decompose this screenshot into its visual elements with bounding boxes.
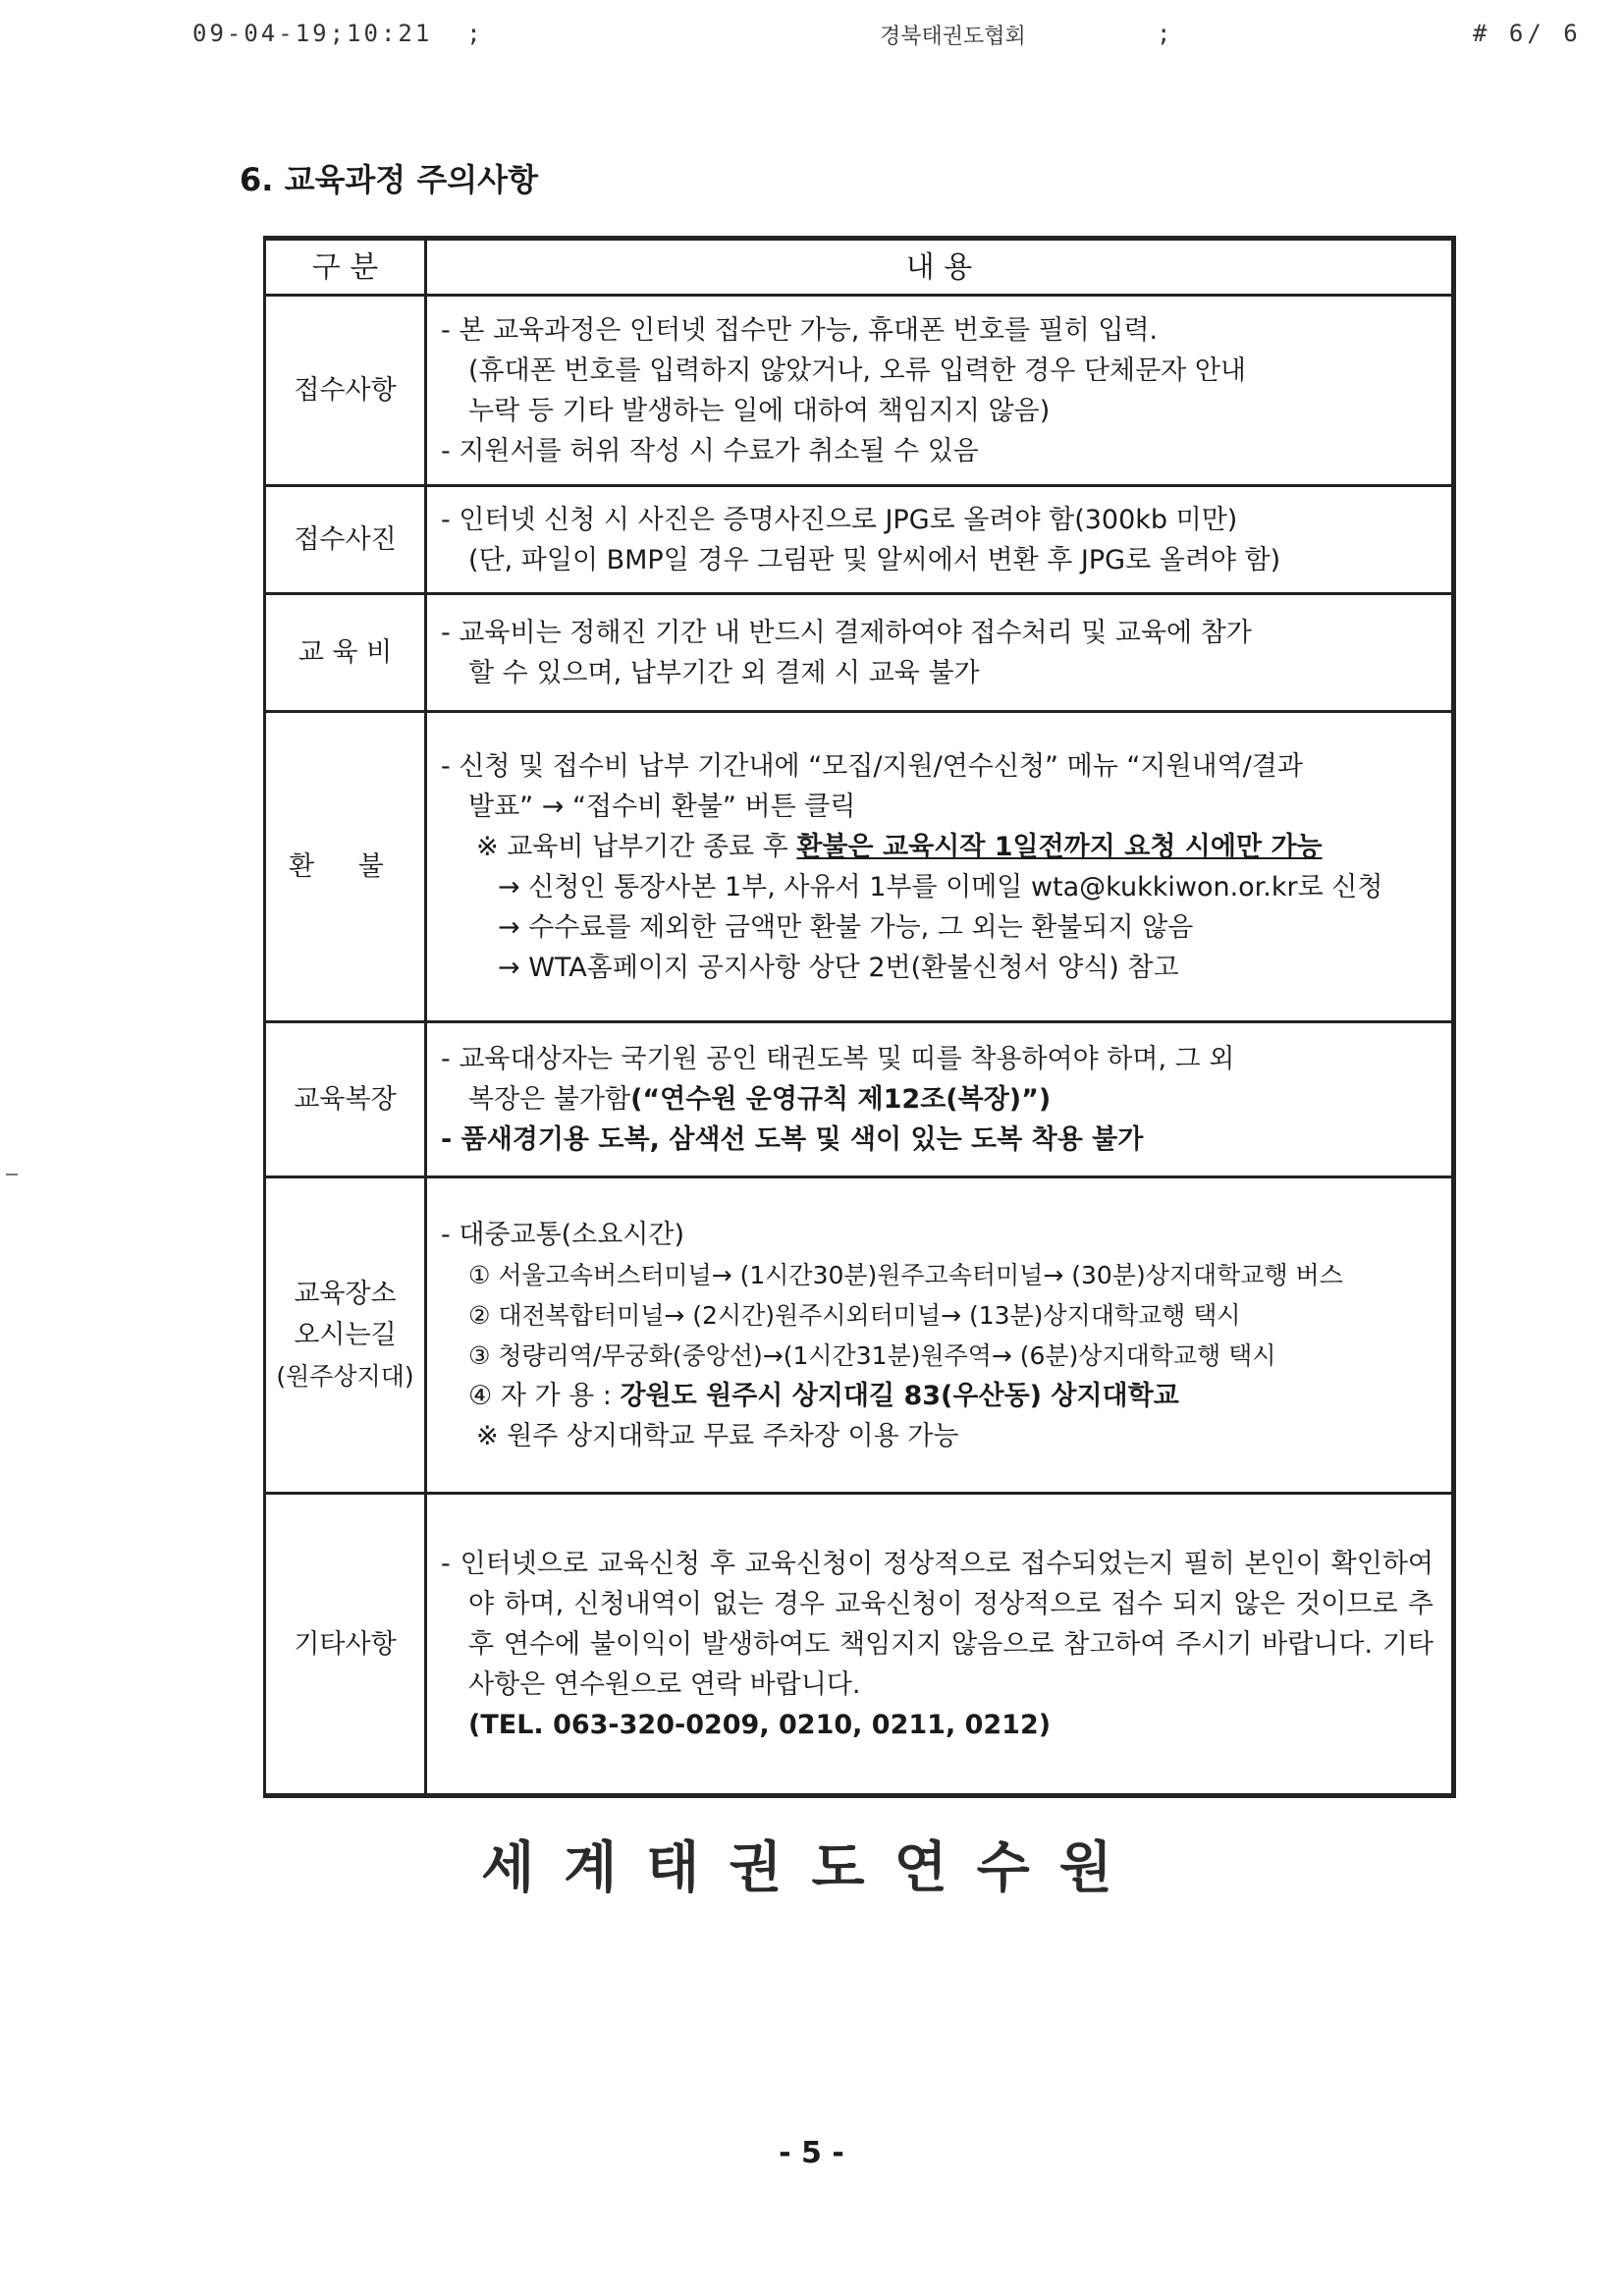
content-line: - 교육비는 정해진 기간 내 반드시 결제하여야 접수처리 및 교육에 참가 xyxy=(441,617,1252,648)
content-line: - 인터넷으로 교육신청 후 교육신청이 정상적으로 접수되었는지 필히 본인이 확인하여야 하며, 신청내역이 없는 경우 교육신청이 정상적으로 접수 되지 않은 것이므로 추후 연수에 불이익이 발생하여도 책임지지 않음으로 참고하여 주시기 바랍니다. 기타 사항은 연수원으로 연락 바랍니다. xyxy=(441,1548,1434,1700)
category-refund xyxy=(265,712,426,1022)
table-row-photo xyxy=(265,486,1454,594)
content-line: - 신청 및 접수비 납부 기간내에 “모집/지원/연수신청” 메뉴 “지원내역/결과 xyxy=(441,750,1303,782)
category-line: (원주상지대) xyxy=(276,1361,414,1391)
fax-separator: ; xyxy=(1157,20,1171,47)
car-address: 강원도 원주시 상지대길 83(우산동) 상지대학교 xyxy=(620,1380,1179,1411)
content-line: - 본 교육과정은 인터넷 접수만 가능, 휴대폰 번호를 필히 입력. xyxy=(441,314,1159,346)
caution-table xyxy=(263,236,1456,1798)
content-line: - 대중교통(소요시간) xyxy=(441,1219,685,1250)
content-line xyxy=(441,1376,1434,1416)
table-row-fee xyxy=(265,594,1454,712)
content-line: - 인터넷 신청 시 사진은 증명사진으로 JPG로 올려야 함(300kb 미만) xyxy=(441,504,1238,535)
content-refund xyxy=(426,712,1454,1022)
content-line xyxy=(441,1079,1434,1120)
page-number: - 5 - xyxy=(779,2136,844,2170)
content-line: → 신청인 통장사본 1부, 사유서 1부를 이메일 wta@kukkiwon.or.kr로 신청 xyxy=(498,871,1383,902)
content-line: ① 서울고속버스터미널→ (1시간30분)원주고속터미널→ (30분)상지대학교행 버스 xyxy=(468,1260,1343,1289)
content-line xyxy=(441,827,1434,867)
content-line: (휴대폰 번호를 입력하지 않았거나, 오류 입력한 경우 단체문자 안내 xyxy=(468,355,1246,386)
header-category: 구 분 xyxy=(265,239,426,296)
table-row-directions xyxy=(265,1177,1454,1494)
content-uniform xyxy=(426,1022,1454,1177)
category-line: 오시는길 xyxy=(294,1319,397,1350)
content-line: (TEL. 063-320-0209, 0210, 0211, 0212) xyxy=(468,1709,1052,1740)
content-fee xyxy=(426,594,1454,712)
content-line: - 품새경기용 도복, 삼색선 도복 및 색이 있는 도복 착용 불가 xyxy=(441,1124,1144,1155)
category-other: 기타사항 xyxy=(265,1494,426,1796)
section-title: 6. 교육과정 주의사항 xyxy=(240,161,538,198)
content-line: - 지원서를 허위 작성 시 수료가 취소될 수 있음 xyxy=(441,435,979,466)
category-uniform: 교육복장 xyxy=(265,1022,426,1177)
table-header-row xyxy=(265,239,1454,296)
category-fee: 교 육 비 xyxy=(265,594,426,712)
fax-datetime: 09-04-19;10:21 ; xyxy=(192,20,484,47)
table-row-refund xyxy=(265,712,1454,1022)
fax-page: # 6/ 6 xyxy=(1473,20,1582,47)
uniform-text: 복장은 불가함 xyxy=(468,1084,631,1115)
refund-note-emphasis: 환불은 교육시작 1일전까지 요청 시에만 가능 xyxy=(796,831,1323,862)
content-line: → WTA홈페이지 공지사항 상단 2번(환불신청서 양식) 참고 xyxy=(498,952,1179,983)
footer-title: 세계태권도연수원 xyxy=(481,1835,1142,1900)
content-other xyxy=(426,1494,1454,1796)
content-directions xyxy=(426,1177,1454,1494)
table-row-registration xyxy=(265,296,1454,486)
content-line: ③ 청량리역/무궁화(중앙선)→(1시간31분)원주역→ (6분)상지대학교행 택시 xyxy=(468,1340,1276,1370)
category-photo: 접수사진 xyxy=(265,486,426,594)
content-line: ② 대전복합터미널→ (2시간)원주시외터미널→ (13분)상지대학교행 택시 xyxy=(468,1300,1241,1330)
content-line: - 교육대상자는 국기원 공인 태권도복 및 띠를 착용하여야 하며, 그 외 xyxy=(441,1044,1235,1074)
content-line: → 수수료를 제외한 금액만 환불 가능, 그 외는 환불되지 않음 xyxy=(498,911,1194,943)
table-row-uniform xyxy=(265,1022,1454,1177)
content-line: (단, 파일이 BMP일 경우 그림판 및 알씨에서 변환 후 JPG로 올려야 함) xyxy=(468,544,1281,575)
content-line: 누락 등 기타 발생하는 일에 대하여 책임지지 않음) xyxy=(468,395,1051,426)
car-label: ④ 자 가 용 : xyxy=(468,1380,621,1411)
content-line: ※ 원주 상지대학교 무료 주차장 이용 가능 xyxy=(476,1420,959,1451)
fax-sender: 경북태권도협회 xyxy=(880,25,1026,49)
header-content: 내 용 xyxy=(426,239,1454,296)
uniform-rule-ref: (“연수원 운영규칙 제12조(복장)”) xyxy=(630,1084,1052,1115)
content-line: 할 수 있으며, 납부기간 외 결제 시 교육 불가 xyxy=(468,657,980,688)
category-registration: 접수사항 xyxy=(265,296,426,486)
content-photo xyxy=(426,486,1454,594)
refund-note-prefix: ※ 교육비 납부기간 종료 후 xyxy=(476,831,797,862)
content-line: 발표” → “접수비 환불” 버튼 클릭 xyxy=(468,791,856,822)
table-row-other xyxy=(265,1494,1454,1796)
fax-header xyxy=(0,14,1623,57)
scan-edge-mark xyxy=(6,1174,18,1175)
category-refund-label: 환 불 xyxy=(289,851,402,882)
category-line: 교육장소 xyxy=(294,1278,397,1309)
category-directions xyxy=(265,1177,426,1494)
content-registration xyxy=(426,296,1454,486)
